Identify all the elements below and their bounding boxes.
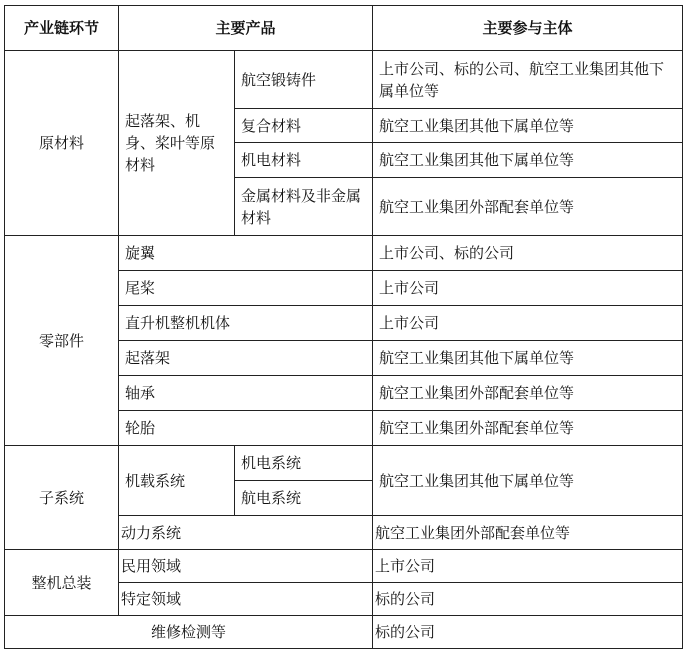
product-cell: 机电系统: [235, 446, 373, 481]
product-cell: 直升机整机机体: [119, 306, 373, 341]
participant-cell: 上市公司: [373, 550, 683, 583]
participant-cell: 上市公司: [373, 271, 683, 306]
participant-cell: 航空工业集团其他下属单位等: [373, 109, 683, 143]
product-cell: 复合材料: [235, 109, 373, 143]
header-main-products: 主要产品: [119, 6, 373, 51]
product-cell: 动力系统: [119, 516, 373, 550]
participant-cell: 航空工业集团外部配套单位等: [373, 516, 683, 550]
participant-cell: 航空工业集团其他下属单位等: [373, 341, 683, 376]
participant-cell: 航空工业集团外部配套单位等: [373, 376, 683, 411]
product-cell: 旋翼: [119, 236, 373, 271]
segment-subsystems: 子系统: [5, 446, 119, 550]
header-main-participants: 主要参与主体: [373, 6, 683, 51]
product-cell: 特定领域: [119, 583, 373, 616]
participant-cell: 航空工业集团其他下属单位等: [373, 446, 683, 516]
participant-cell: 上市公司、标的公司: [373, 236, 683, 271]
participant-cell: 标的公司: [373, 616, 683, 649]
table-row: [5, 446, 683, 481]
product-cell: 民用领域: [119, 550, 373, 583]
product-cell: 轮胎: [119, 411, 373, 446]
segment-raw-materials: 原材料: [5, 51, 119, 236]
product-cell: 起落架: [119, 341, 373, 376]
group-airborne-systems: 机载系统: [119, 446, 235, 516]
participant-cell: 航空工业集团外部配套单位等: [373, 178, 683, 236]
product-cell: 金属材料及非金属材料: [235, 178, 373, 236]
table-row: [5, 616, 683, 649]
participant-cell: 航空工业集团外部配套单位等: [373, 411, 683, 446]
table-row: [5, 236, 683, 271]
product-maintenance: 维修检测等: [5, 616, 373, 649]
header-chain-segment: 产业链环节: [5, 6, 119, 51]
industry-chain-table: [4, 5, 683, 649]
product-cell: 尾桨: [119, 271, 373, 306]
header-row: [5, 6, 683, 51]
group-raw-materials: 起落架、机身、桨叶等原材料: [119, 51, 235, 236]
participant-cell: 上市公司: [373, 306, 683, 341]
table-row: [5, 550, 683, 583]
product-cell: 机电材料: [235, 143, 373, 178]
participant-cell: 标的公司: [373, 583, 683, 616]
segment-final-assembly: 整机总装: [5, 550, 119, 616]
participant-cell: 航空工业集团其他下属单位等: [373, 143, 683, 178]
product-cell: 轴承: [119, 376, 373, 411]
segment-components: 零部件: [5, 236, 119, 446]
product-cell: 航空锻铸件: [235, 51, 373, 109]
product-cell: 航电系统: [235, 481, 373, 516]
participant-cell: 上市公司、标的公司、航空工业集团其他下属单位等: [373, 51, 683, 109]
table-row: [5, 51, 683, 109]
